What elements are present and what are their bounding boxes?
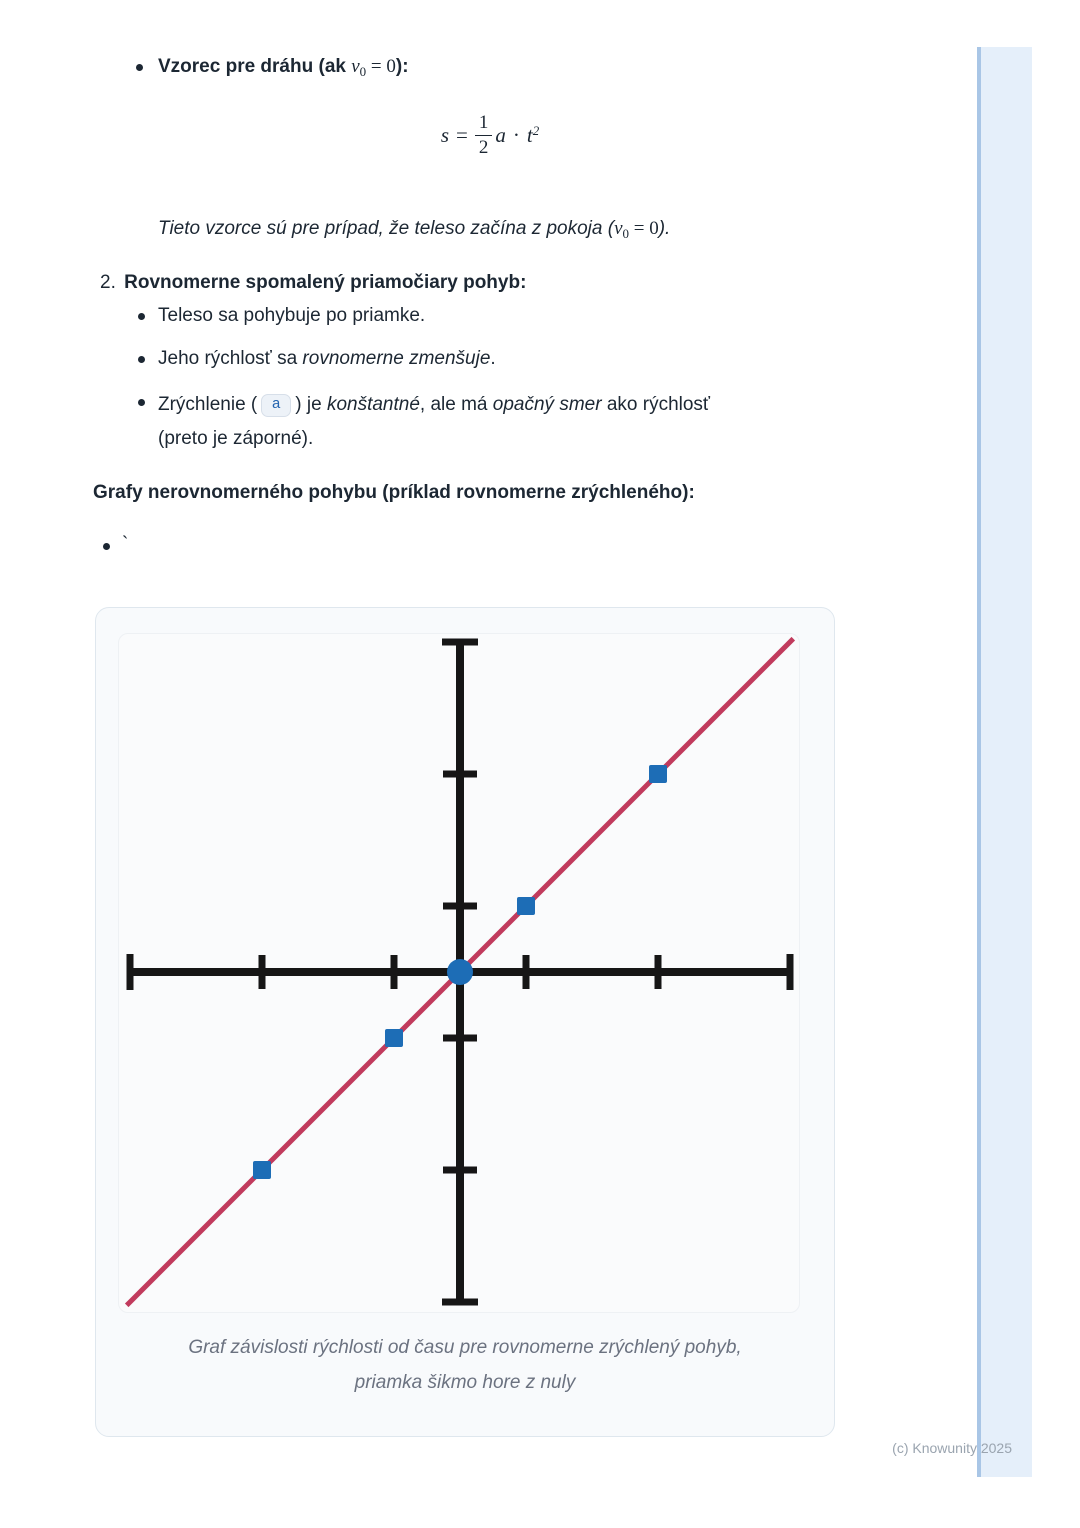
bullet3-italic-1: konštantné xyxy=(326,394,420,415)
caption-line-2: priamka šikmo hore z nuly xyxy=(354,1372,576,1393)
bullet-dot xyxy=(138,313,145,320)
ordered-item-2 xyxy=(100,270,526,296)
data-point-square xyxy=(385,1029,403,1047)
bullet3-line-2: (preto je záporné). xyxy=(158,428,314,449)
fraction-numerator: 1 xyxy=(475,112,493,136)
formula-fraction-one-half xyxy=(475,112,493,159)
figure-card xyxy=(95,607,835,1437)
formula-variable-a: a xyxy=(495,122,506,147)
backtick-bullet: ` xyxy=(122,534,129,555)
formula-variable-t: $t^2$ xyxy=(526,122,540,147)
bullet3-text-3: , ale má xyxy=(419,394,493,415)
data-point-square xyxy=(253,1161,271,1179)
item2-bullet-2 xyxy=(158,346,496,372)
item-number: 2. xyxy=(100,272,116,293)
item2-title: Rovnomerne spomalený priamočiary pohyb: xyxy=(124,272,527,293)
data-point-square xyxy=(517,897,535,915)
bullet2-period: . xyxy=(490,348,496,369)
note-text: Tieto vzorce sú pre prípad, že teleso začína z pokoja ( xyxy=(158,218,615,239)
graph-canvas xyxy=(119,634,800,1313)
formula-lhs-s: s xyxy=(440,122,449,147)
bullet3-italic-2: opačný smer xyxy=(492,394,602,415)
inline-code-chip-a: a xyxy=(261,394,291,417)
bullet-dot xyxy=(136,64,143,71)
bullet2-italic: rovnomerne zmenšuje xyxy=(302,348,491,369)
math-variable-v: v xyxy=(351,56,360,77)
formula-dot-operator: · xyxy=(512,122,520,147)
caption-line-1: Graf závislosti rýchlosti od času pre rovnomerne zrýchlený pohyb, xyxy=(188,1337,742,1358)
right-scrollbar[interactable] xyxy=(977,47,1032,1477)
origin-data-point xyxy=(447,959,473,985)
formula-bullet-line xyxy=(158,54,409,85)
bullet2-text: Jeho rýchlosť sa xyxy=(158,348,303,369)
note-math-sub: 0 xyxy=(622,226,630,241)
item2-bullet-3 xyxy=(158,388,798,456)
bullet-dot xyxy=(103,543,110,550)
bullet3-text-2: ) je xyxy=(295,394,327,415)
copyright-footer: (c) Knowunity 2025 xyxy=(892,1440,1012,1456)
formula-equals: = xyxy=(456,122,468,147)
formula-bullet-bold-prefix: Vzorec pre dráhu (ak xyxy=(158,56,352,77)
formula-exponent-2: 2 xyxy=(532,122,540,138)
math-subscript-0: 0 xyxy=(359,64,367,79)
bullet-dot xyxy=(138,399,145,406)
graphs-heading: Grafy nerovnomerného pohybu (príklad rovnomerne zrýchleného): xyxy=(93,482,695,503)
bullet-dot xyxy=(138,356,145,363)
distance-formula xyxy=(95,112,885,159)
note-math-v: v xyxy=(614,218,623,239)
note-math-eq: = 0 xyxy=(629,218,659,239)
formula-bullet-bold-suffix: ): xyxy=(395,56,409,77)
math-equals-zero: = 0 xyxy=(366,56,396,77)
figure-caption xyxy=(96,1330,834,1400)
data-point-square xyxy=(649,765,667,783)
note-close: ). xyxy=(658,218,671,239)
velocity-time-graph xyxy=(118,633,800,1313)
formula-note xyxy=(158,216,670,247)
item2-bullet-1: Teleso sa pohybuje po priamke. xyxy=(158,305,426,326)
bullet3-text-1: Zrýchlenie ( xyxy=(158,394,258,415)
fraction-denominator: 2 xyxy=(478,136,489,158)
bullet3-text-4: ako rýchlosť xyxy=(601,394,711,415)
